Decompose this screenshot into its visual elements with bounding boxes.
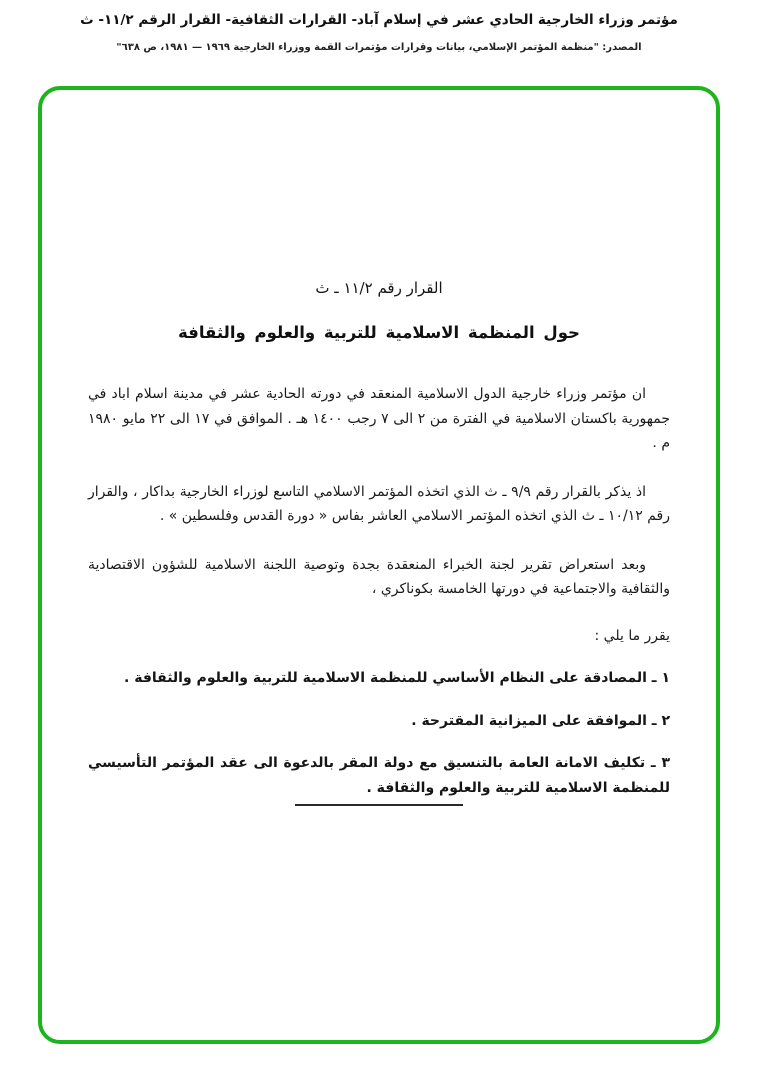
resolution-number-title: القرار رقم ١١/٢ ـ ث: [315, 279, 443, 297]
header-source: المصدر: "منظمة المؤتمر الإسلامي، بيانات وقرارات مؤتمرات القمة ووزراء الخارجية ١٩٦٩ — ١٩٨١، ص ٦٣٨": [116, 42, 642, 53]
header-title: مؤتمر وزراء الخارجية الحادي عشر في إسلام آباد- القرارات الثقافية- القرار الرقم ١١/٢- ث: [80, 12, 678, 28]
resolution-subject-title: حول المنظمة الاسلامية للتربية والعلوم والثقافة: [178, 323, 580, 343]
page-header: [0, 12, 758, 53]
document-frame: [38, 86, 720, 1044]
decision-item-2: ٢ ـ الموافقة على الميزانية المقترحة .: [411, 712, 670, 729]
document-content: [42, 90, 716, 814]
decision-item-1: ١ ـ المصادقة على النظام الأساسي للمنظمة الاسلامية للتربية والعلوم والثقافة .: [124, 670, 670, 687]
paragraph-review: وبعد استعراض تقرير لجنة الخبراء المنعقدة بجدة وتوصية اللجنة الاسلامية للشؤون الاقتصادية والثقافية والاجتماعية في دورتها الخامسة بكوناكري ،: [88, 556, 670, 598]
decision-item-3: ٣ ـ تكليف الامانة العامة بالتنسيق مع دولة المقر بالدعوة الى عقد المؤتمر التأسيسي للمنظمة الاسلامية للتربية والعلوم والثقافة .: [88, 755, 670, 796]
paragraph-recalling: اذ يذكر بالقرار رقم ٩/٩ ـ ث الذي اتخذه المؤتمر الاسلامي التاسع لوزراء الخارجية بداكار ، والقرار رقم ١٠/١٢ ـ ث الذي اتخذه المؤتمر الاسلامي العاشر بفاس « دورة القدس وفلسطين » .: [88, 483, 670, 525]
paragraph-preamble: ان مؤتمر وزراء خارجية الدول الاسلامية المنعقد في دورته الحادية عشر في مدينة اسلام اباد في جمهورية باكستان الاسلامية في الفترة من ٢ الى ٧ رجب ١٤٠٠ هـ . الموافق في ١٧ الى ٢٢ مايو ١٩٨٠ م .: [88, 386, 670, 452]
decision-intro: يقرر ما يلي :: [594, 627, 670, 644]
closing-divider: [295, 804, 463, 806]
